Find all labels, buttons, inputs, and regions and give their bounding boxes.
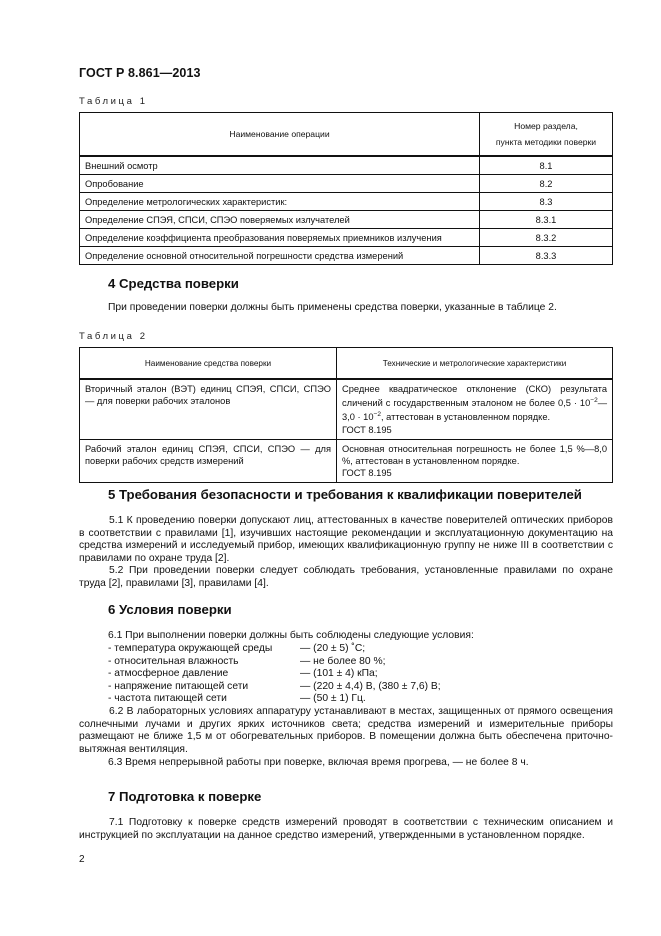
section-7-1-text: 7.1 Подготовку к поверке средств измерений проводят в соответствии с техническим описанием и инструкцией по эксплуатации на данное средство измерений, утвержденными в установленном порядке.	[79, 817, 613, 841]
table-row	[80, 229, 613, 247]
table1-col-operation: Наименование операции	[80, 113, 480, 157]
section-5-heading: 5 Требования безопасности и требования к квалификации поверителей	[108, 487, 582, 502]
table1-caption: Таблица 1	[79, 96, 148, 107]
condition-label: - относительная влажность	[108, 655, 239, 667]
operation-name: Внешний осмотр	[80, 156, 480, 175]
section-6-1-intro: 6.1 При выполнении поверки должны быть соблюдены следующие условия:	[108, 630, 474, 641]
table-row	[80, 156, 613, 175]
spec-exponent: −2	[590, 397, 598, 405]
section-6-heading: 6 Условия поверки	[108, 602, 232, 617]
spec-text: Среднее квадратическое отклонение (СКО) результата сличений с государственным эталоном не более 0,5 · 10	[342, 384, 607, 409]
table-row	[80, 379, 613, 439]
document-code: ГОСТ Р 8.861—2013	[79, 66, 201, 80]
condition-label: - напряжение питающей сети	[108, 680, 249, 692]
table2-header-row	[80, 348, 613, 380]
table-row	[80, 193, 613, 211]
table2-caption: Таблица 2	[79, 331, 148, 342]
condition-value: — (50 ± 1) Гц.	[300, 693, 366, 705]
table-operations	[79, 112, 613, 265]
table1-col-section	[480, 113, 613, 157]
condition-item	[108, 693, 441, 706]
tool-specs	[337, 379, 613, 439]
section-7-heading: 7 Подготовка к поверке	[108, 789, 262, 804]
tool-specs	[337, 439, 613, 483]
condition-item	[108, 681, 441, 694]
section-number: 8.1	[480, 156, 613, 175]
condition-value: — (20 ± 5) ˚С;	[300, 643, 366, 654]
section-number: 8.3	[480, 193, 613, 211]
section-number: 8.3.1	[480, 211, 613, 229]
section-4-heading: 4 Средства поверки	[108, 276, 239, 291]
section-4-text: При проведении поверки должны быть применены средства поверки, указанные в таблице 2.	[108, 302, 557, 313]
tool-name: Рабочий эталон единиц СПЭЯ, СПСИ, СПЭО — для поверки рабочих средств измерений	[80, 439, 337, 483]
table1-col-section-line2: пункта методики поверки	[495, 137, 597, 147]
operation-name: Определение метрологических характеристик:	[80, 193, 480, 211]
section-number: 8.2	[480, 175, 613, 193]
spec-text: —3,0 · 10	[342, 398, 607, 423]
section-number: 8.3.3	[480, 247, 613, 265]
section-6-2-text: 6.2 В лабораторных условиях аппаратуру устанавливают в местах, защищенных от прямого освещения солнечными лучами и других ярких источников света; средства измерений и измерительные приборы размещают не ближе 1,5 м от обогревательных приборов. В помещении должна быть обеспечена приточно-вытяжная вентиляция.	[79, 706, 613, 755]
condition-label: - частота питающей сети	[108, 693, 227, 705]
table-verification-tools	[79, 347, 613, 483]
spec-exponent: −2	[373, 411, 381, 419]
operation-name: Определение СПЭЯ, СПСИ, СПЭО поверяемых излучателей	[80, 211, 480, 229]
table-row	[80, 247, 613, 265]
section-5-1-text: 5.1 К проведению поверки допускают лиц, аттестованных в качестве поверителей оптических приборов в соответствии с правилами [1], изучивших настоящие рекомендации и эксплуатационную документацию на средства измерений и исследуемый прибор, имеющих квалификационную группу не ниже III в соответствии с правилами по охране труда [2].	[79, 515, 613, 564]
section-5-2-text: 5.2 При проведении поверки следует соблюдать требования, установленные правилами по охране труда [2], правилами [3], правилами [4].	[79, 565, 613, 589]
condition-value: — (101 ± 4) кПа;	[300, 668, 378, 680]
section-6-3-text: 6.3 Время непрерывной работы при поверке, включая время прогрева, — не более 8 ч.	[108, 757, 529, 768]
table1-col-section-line1: Номер раздела,	[514, 121, 578, 131]
table2-col-tool: Наименование средства поверки	[80, 348, 337, 380]
condition-label: - атмосферное давление	[108, 668, 229, 680]
condition-value: — не более 80 %;	[300, 655, 386, 667]
tool-name: Вторичный эталон (ВЭТ) единиц СПЭЯ, СПСИ, СПЭО — для поверки рабочих эталонов	[80, 379, 337, 439]
conditions-list	[108, 643, 441, 706]
section-number: 8.3.2	[480, 229, 613, 247]
spec-text: , аттестован в установленном порядке.	[380, 412, 551, 423]
table-row	[80, 439, 613, 483]
spec-reference: ГОСТ 8.195	[342, 468, 392, 479]
table-row	[80, 211, 613, 229]
condition-label: - температура окружающей среды	[108, 643, 273, 654]
operation-name: Опробование	[80, 175, 480, 193]
table1-header-row	[80, 113, 613, 157]
operation-name: Определение основной относительной погрешности средства измерений	[80, 247, 480, 265]
condition-item	[108, 668, 441, 681]
spec-text: Основная относительная погрешность не более 1,5 %—8,0 %, аттестован в установленном порядке.	[342, 443, 607, 467]
table2-col-specs: Технические и метрологические характеристики	[337, 348, 613, 380]
condition-item	[108, 656, 441, 669]
page-number: 2	[79, 854, 85, 865]
spec-reference: ГОСТ 8.195	[342, 424, 392, 435]
table-row	[80, 175, 613, 193]
condition-value: — (220 ± 4,4) В, (380 ± 7,6) В;	[300, 680, 441, 692]
operation-name: Определение коэффициента преобразования поверяемых приемников излучения	[80, 229, 480, 247]
condition-item	[108, 643, 441, 656]
